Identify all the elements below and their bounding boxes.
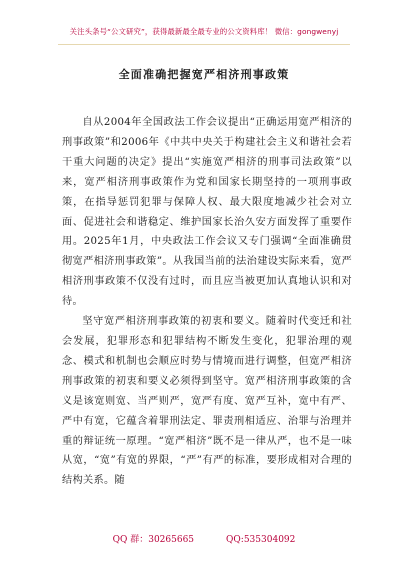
footer-qq-group: QQ 群：30265665: [112, 535, 195, 545]
paragraph-2: 坚守宽严相济刑事政策的初衷和要义。随着时代变迁和社会发展，犯罪形态和犯罪结构不断发生变化，犯罪治理的观念、模式和机制也会顺应时势与情境而进行调整，但宽严相济刑事政策的初衷和要义必须得到坚守。宽严相济刑事政策的含义是该宽则宽、当严则严，宽严有度、宽严互补，宽中有严、严中有宽，它蕴含着罪刑法定、罪责刑相适应、治罪与治理并重的辩证统一原理。“宽严相济”既不是一律从严，也不是一味从宽，“宽”有宽的界限，“严”有严的标准，要形成相对合理的结构关系。随: [62, 316, 352, 487]
footer: [0, 532, 408, 545]
header-divider: [58, 44, 350, 45]
header-note: 关注头条号“公文研究”，获得最新最全最专业的公文资料库！ 微信：gongwenyj: [69, 27, 339, 36]
document-body: [62, 113, 352, 491]
paragraph-1: 自从2004年全国政法工作会议提出“正确运用宽严相济的刑事政策”和2006年《中共中央关于构建社会主义和谐社会若干重大问题的决定》提出“实施宽严相济的刑事司法政策”以来，宽严相济刑事政策作为党和国家长期坚持的一项刑事政策，在指导惩罚犯罪与保障人权、最大限度地减少社会对立面、促进社会和谐稳定、维护国家长治久安方面发挥了重要作用。2025年1月，中央政法工作会议又专门强调“全面准确贯彻宽严相济刑事政策”。从我国当前的法治建设实际来看，宽严相济刑事政策不仅没有过时，而且应当被更加认真地认识和对待。: [62, 117, 352, 308]
document-title: 全面准确把握宽严相济刑事政策: [118, 68, 290, 81]
footer-qq-number: QQ:535304092: [226, 535, 296, 545]
